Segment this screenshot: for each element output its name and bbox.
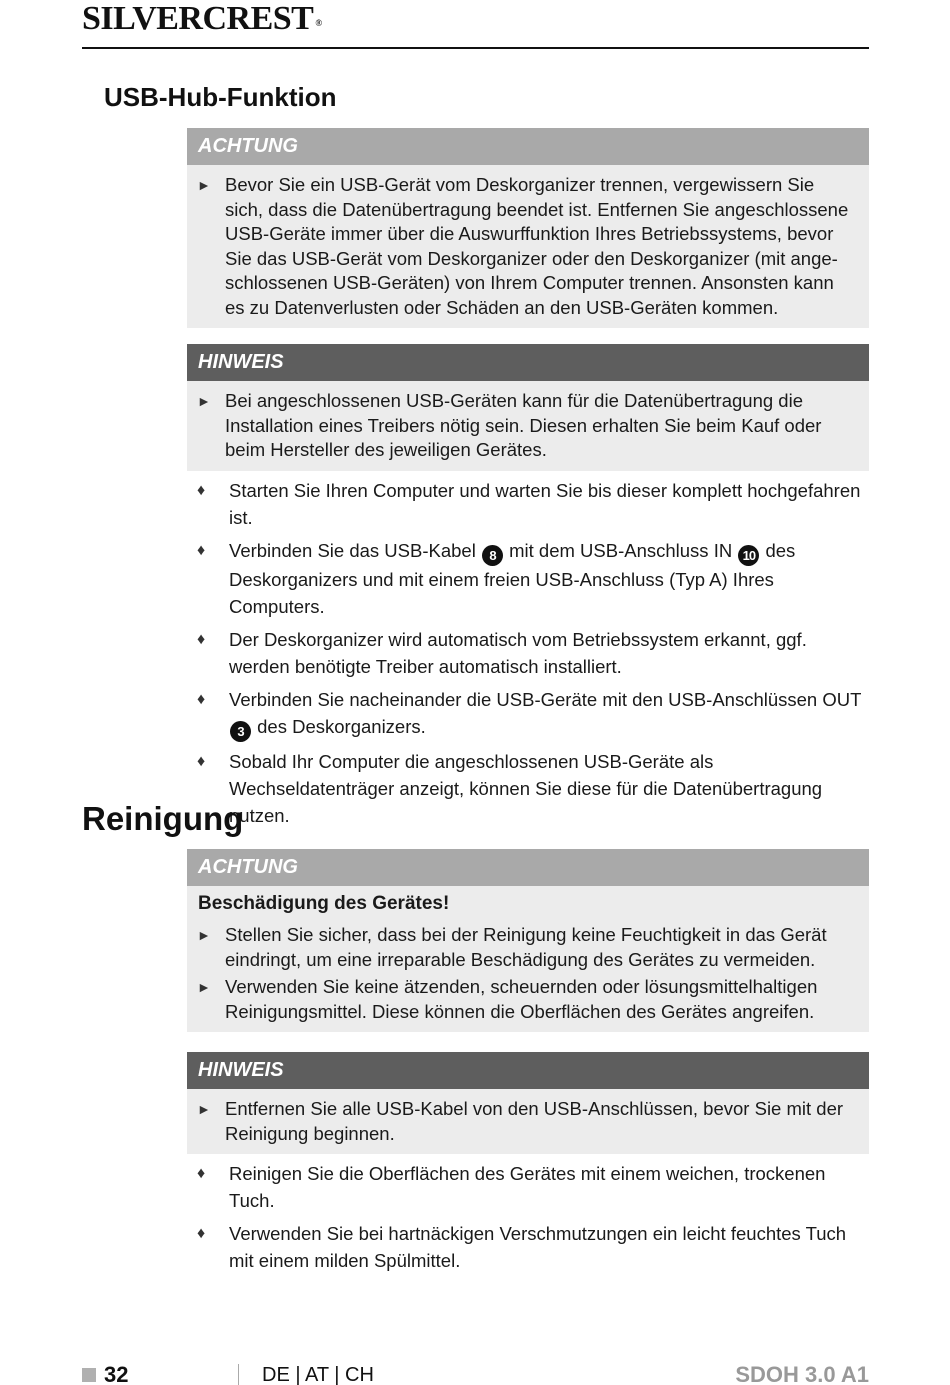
step-item: ♦ Sobald Ihr Computer die angeschlossenen USB-Geräte als Wechseldatenträger anzeigt, können Sie diese für die Datenübertragung nutzen.	[197, 748, 872, 829]
step-item: ♦ Reinigen Sie die Oberflächen des Gerätes mit einem weichen, trockenen Tuch.	[197, 1160, 872, 1214]
warning-subtitle: Beschädigung des Gerätes!	[198, 893, 450, 914]
note-label: HINWEIS	[187, 344, 869, 381]
step-item: ♦ Starten Sie Ihren Computer und warten Sie bis dieser komplett hochgefahren ist.	[197, 477, 872, 531]
warning-item: ► Verwenden Sie keine ätzenden, scheuernden oder lösungsmittelhaltigen Reinigungsmittel. Diese können die Oberflächen des Gerätes angreifen.	[197, 976, 818, 1022]
callout-number-8: 8	[482, 545, 503, 566]
language-codes: DE | AT | CH	[262, 1364, 374, 1385]
note-item: ► Bei angeschlossenen USB-Geräten kann für die Datenübertragung die Installation eines Treibers nötig sein. Diesen erhalten Sie beim Kauf oder beim Hersteller des jeweiligen Gerätes.	[197, 390, 822, 460]
diamond-bullet-icon: ♦	[197, 691, 206, 708]
warning-item: ► Stellen Sie sicher, dass bei der Reinigung keine Feuchtigkeit in das Gerät eindringt, um eine irreparable Beschädigung des Gerätes zu vermeiden.	[197, 924, 827, 970]
arrow-icon: ►	[197, 1101, 211, 1117]
arrow-icon: ►	[197, 979, 211, 995]
page-footer	[82, 1360, 869, 1385]
step-item: ♦ Der Deskorganizer wird automatisch vom Betriebssystem erkannt, ggf. werden benötigte Treiber automatisch installiert.	[197, 626, 872, 680]
page-number: 32	[104, 1362, 129, 1385]
diamond-bullet-icon: ♦	[197, 1225, 206, 1242]
footer-square-icon	[82, 1368, 96, 1382]
warning-label: ACHTUNG	[187, 128, 869, 165]
arrow-icon: ►	[197, 393, 211, 409]
brand-logo	[82, 2, 322, 36]
step-item: ♦ Verwenden Sie bei hartnäckigen Verschmutzungen ein leicht feuchtes Tuch mit einem milden Spülmittel.	[197, 1220, 872, 1274]
model-number: SDOH 3.0 A1	[735, 1362, 869, 1385]
footer-divider	[238, 1364, 239, 1385]
diamond-bullet-icon: ♦	[197, 1165, 206, 1182]
step-item: ♦ Verbinden Sie nacheinander die USB-Geräte mit den USB-Anschlüssen OUT 3 des Deskorganizers.	[197, 686, 872, 742]
note-item: ► Entfernen Sie alle USB-Kabel von den USB-Anschlüssen, bevor Sie mit der Reinigung beginnen.	[197, 1098, 844, 1144]
section-title-reinigung: Reinigung	[82, 800, 244, 837]
callout-number-10: 10	[738, 545, 759, 566]
note-box-cleaning	[187, 1052, 869, 1154]
warning-box-usb	[187, 128, 869, 328]
note-label: HINWEIS	[187, 1052, 869, 1089]
arrow-icon: ►	[197, 927, 211, 943]
section-title-usb-hub: USB-Hub-Funktion	[104, 82, 337, 112]
arrow-icon: ►	[197, 177, 211, 193]
header-rule	[82, 47, 869, 49]
brand-name: SILVERCREST	[82, 0, 314, 37]
diamond-bullet-icon: ♦	[197, 631, 206, 648]
step-item: ♦ Verbinden Sie das USB-Kabel 8 mit dem USB-Anschluss IN 10 des Deskorganizers und mit einem freien USB-Anschluss (Typ A) Ihres Computers.	[197, 537, 872, 620]
warning-label: ACHTUNG	[187, 849, 869, 886]
diamond-bullet-icon: ♦	[197, 753, 206, 770]
callout-number-3: 3	[230, 721, 251, 742]
diamond-bullet-icon: ♦	[197, 542, 206, 559]
registered-mark: ®	[315, 18, 322, 28]
usb-steps-list	[197, 477, 872, 835]
note-box-usb	[187, 344, 869, 471]
warning-box-cleaning	[187, 849, 869, 1032]
warning-item: ► Bevor Sie ein USB-Gerät vom Deskorganizer trennen, vergewissern Sie sich, dass die Datenübertragung beendet ist. Entfernen Sie angeschlossene USB-Geräte immer über die Auswurffunktion Ihres Betriebssystems, bevor Sie das USB-Gerät vom Deskorganizer oder den Deskorganizer (mit ange-schlossenen USB-Geräten) von Ihrem Computer trennen. Ansonsten kann es zu Datenverlusten oder Schäden an den USB-Geräten kommen.	[197, 174, 849, 318]
diamond-bullet-icon: ♦	[197, 482, 206, 499]
cleaning-steps-list	[197, 1160, 872, 1280]
